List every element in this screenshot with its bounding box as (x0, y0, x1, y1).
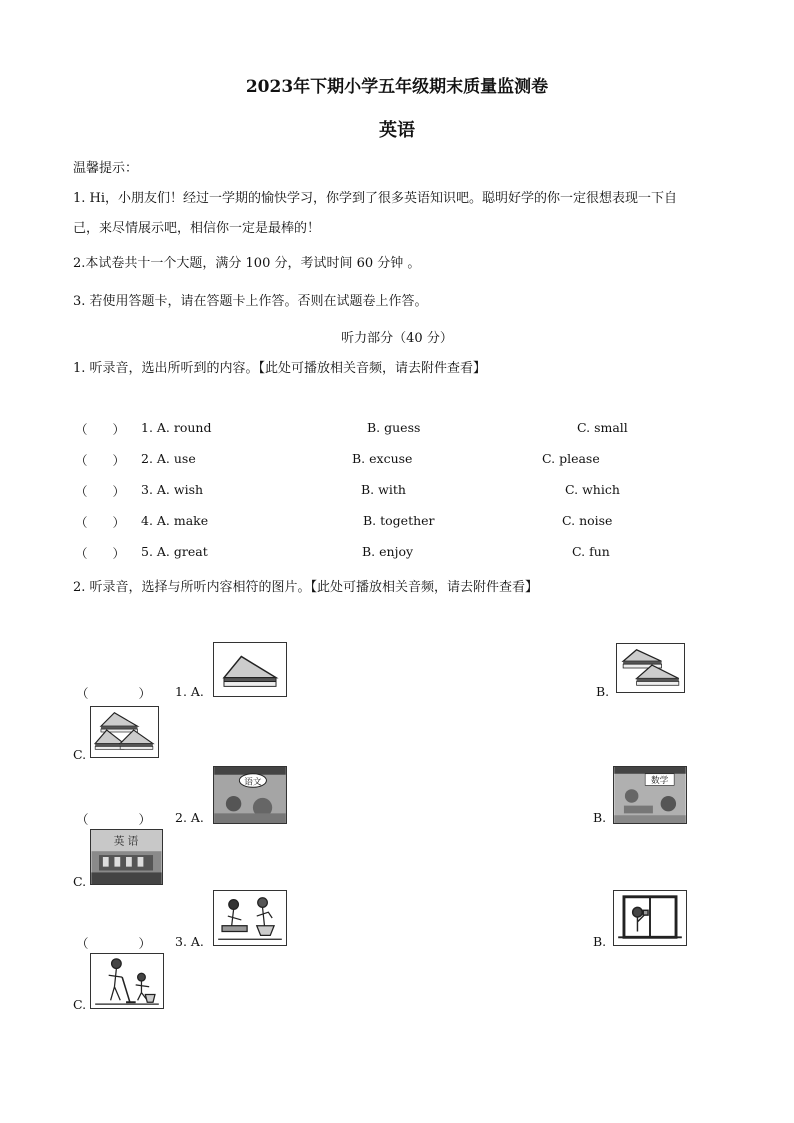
option-c: C. fun (572, 544, 610, 559)
option-c: C. noise (562, 513, 613, 528)
tip-2: 2.本试卷共十一个大题，满分 100 分，考试时间 60 分钟 。 (73, 256, 421, 271)
cooking-image[interactable] (213, 890, 287, 946)
tip-1-line-1: 1. Hi，小朋友们！经过一学期的愉快学习，你学到了很多英语知识吧。聪明好学的你一定很想表现一下自 (73, 191, 678, 206)
sandwich-three-image[interactable] (90, 706, 159, 758)
option-b: B. guess (367, 420, 421, 435)
option-a: 3. A. wish (141, 482, 204, 497)
math-book-image[interactable] (613, 766, 687, 824)
option-c: C. small (577, 420, 628, 435)
option-c: C. which (565, 482, 620, 497)
option-c-label: C. (73, 997, 87, 1012)
option-a: 5. A. great (141, 544, 208, 559)
subject-title: 英语 (379, 120, 415, 141)
answer-blank[interactable]: （ ） (76, 686, 152, 701)
book-title-text: 语文 (244, 777, 262, 788)
option-a-label: 1. A. (175, 684, 204, 699)
answer-blank[interactable]: （ ） (75, 515, 126, 530)
tip-1-line-2: 己，来尽情展示吧，相信你一定是最棒的！ (73, 221, 321, 236)
answer-blank[interactable]: （ ） (75, 484, 126, 499)
english-book-image[interactable] (90, 829, 163, 885)
q1-instruction: 1. 听录音，选出所听到的内容。【此处可播放相关音频，请去附件查看】 (73, 361, 487, 376)
option-c: C. please (542, 451, 600, 466)
option-b-label: B. (596, 684, 610, 699)
option-c-label: C. (73, 874, 87, 889)
cleaning-window-image[interactable] (613, 890, 687, 946)
answer-blank[interactable]: （ ） (75, 453, 126, 468)
option-a: 1. A. round (141, 420, 212, 435)
option-a-label: 3. A. (175, 934, 204, 949)
book-title-text: 数学 (650, 775, 669, 786)
option-c-label: C. (73, 747, 87, 762)
option-b: B. with (361, 482, 406, 497)
option-b: B. excuse (352, 451, 413, 466)
chinese-book-image[interactable] (213, 766, 287, 824)
sandwich-two-image[interactable] (616, 643, 685, 693)
option-a: 2. A. use (141, 451, 196, 466)
option-b: B. together (363, 513, 435, 528)
option-b-label: B. (593, 934, 607, 949)
book-title-text: 英 语 (113, 835, 139, 848)
option-b: B. enjoy (362, 544, 414, 559)
tips-heading: 温馨提示： (73, 161, 139, 176)
option-a-label: 2. A. (175, 810, 204, 825)
sandwich-one-image[interactable] (213, 642, 287, 697)
answer-blank[interactable]: （ ） (76, 936, 152, 951)
answer-blank[interactable]: （ ） (75, 546, 126, 561)
option-b-label: B. (593, 810, 607, 825)
option-a: 4. A. make (141, 513, 209, 528)
q2-instruction: 2. 听录音，选择与所听内容相符的图片。【此处可播放相关音频，请去附件查看】 (73, 580, 539, 595)
sweeping-floor-image[interactable] (90, 953, 164, 1009)
page-title: 2023年下期小学五年级期末质量监测卷 (245, 77, 549, 97)
answer-blank[interactable]: （ ） (76, 812, 152, 827)
listening-heading: 听力部分（40 分） (341, 331, 453, 346)
tip-3: 3. 若使用答题卡，请在答题卡上作答。否则在试题卷上作答。 (73, 294, 428, 309)
answer-blank[interactable]: （ ） (75, 422, 126, 437)
